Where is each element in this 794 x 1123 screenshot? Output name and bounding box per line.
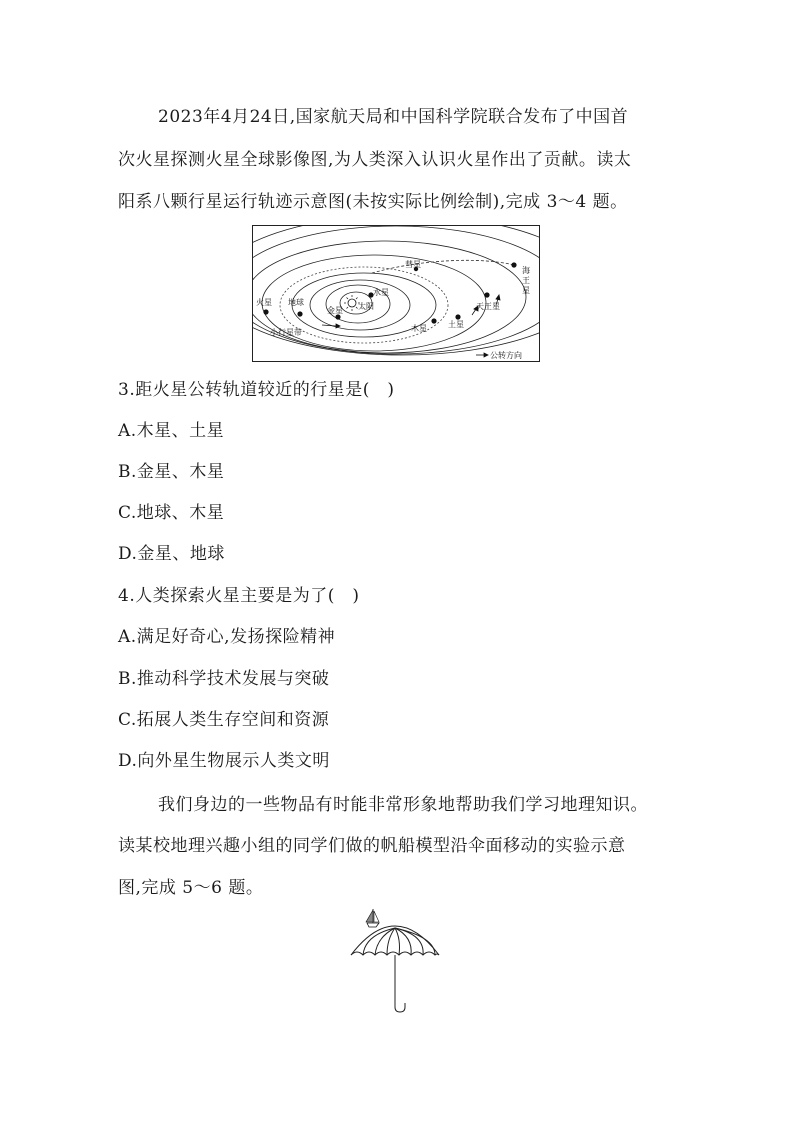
sun-label: 太阳 xyxy=(358,302,374,311)
earth-dot xyxy=(297,311,302,316)
saturn-label: 土星 xyxy=(448,320,464,329)
umbrella-sailboat-figure xyxy=(345,903,445,1013)
saturn-dot xyxy=(455,314,460,319)
intro2-line-3: 图,完成 5～6 题。 xyxy=(118,878,264,898)
venus-dot xyxy=(335,314,340,319)
earth-label: 地球 xyxy=(288,298,304,307)
jupiter-dot xyxy=(431,318,436,323)
q3-option-b: B.金星、木星 xyxy=(118,462,225,482)
q4-option-d: D.向外星生物展示人类文明 xyxy=(118,751,330,771)
intro-line-3: 阳系八颗行星运行轨迹示意图(未按实际比例绘制),完成 3～4 题。 xyxy=(118,192,628,212)
intro-line-1: 2023年4月24日,国家航天局和中国科学院联合发布了中国首 xyxy=(158,107,629,127)
uranus-label: 天王星 xyxy=(476,302,500,311)
mars-label: 火星 xyxy=(256,298,272,307)
q4-stem: 4.人类探索火星主要是为了( ) xyxy=(118,586,360,606)
jupiter-label: 木星 xyxy=(411,324,427,333)
q4-option-b: B.推动科学技术发展与突破 xyxy=(118,669,330,689)
mars-dot xyxy=(263,309,268,314)
q3-option-a: A.木星、土星 xyxy=(118,421,225,441)
intro-line-2: 次火星探测火星全球影像图,为人类深入认识火星作出了贡献。读太 xyxy=(118,150,632,170)
sailboat-icon xyxy=(366,909,379,927)
direction-label: 公转方向 xyxy=(490,351,522,360)
intro2-line-1: 我们身边的一些物品有时能非常形象地帮助我们学习地理知识。 xyxy=(158,795,648,815)
comet-label: 彗星 xyxy=(405,260,421,269)
asteroid-belt-label: 小行星带 xyxy=(270,328,302,337)
neptune-label: 海 王 星 xyxy=(522,266,530,295)
neptune-dot xyxy=(511,262,516,267)
q3-stem: 3.距火星公转轨道较近的行星是( ) xyxy=(118,380,395,400)
q3-option-c: C.地球、木星 xyxy=(118,503,225,523)
venus-label: 金星 xyxy=(327,306,343,315)
q4-option-c: C.拓展人类生存空间和资源 xyxy=(118,710,330,730)
uranus-dot xyxy=(484,292,489,297)
q4-option-a: A.满足好奇心,发扬探险精神 xyxy=(118,627,336,647)
mercury-label: 水星 xyxy=(373,288,389,297)
q3-option-d: D.金星、地球 xyxy=(118,544,225,564)
intro2-line-2: 读某校地理兴趣小组的同学们做的帆船模型沿伞面移动的实验示意 xyxy=(118,836,626,856)
solar-system-orbit-diagram xyxy=(252,225,540,362)
